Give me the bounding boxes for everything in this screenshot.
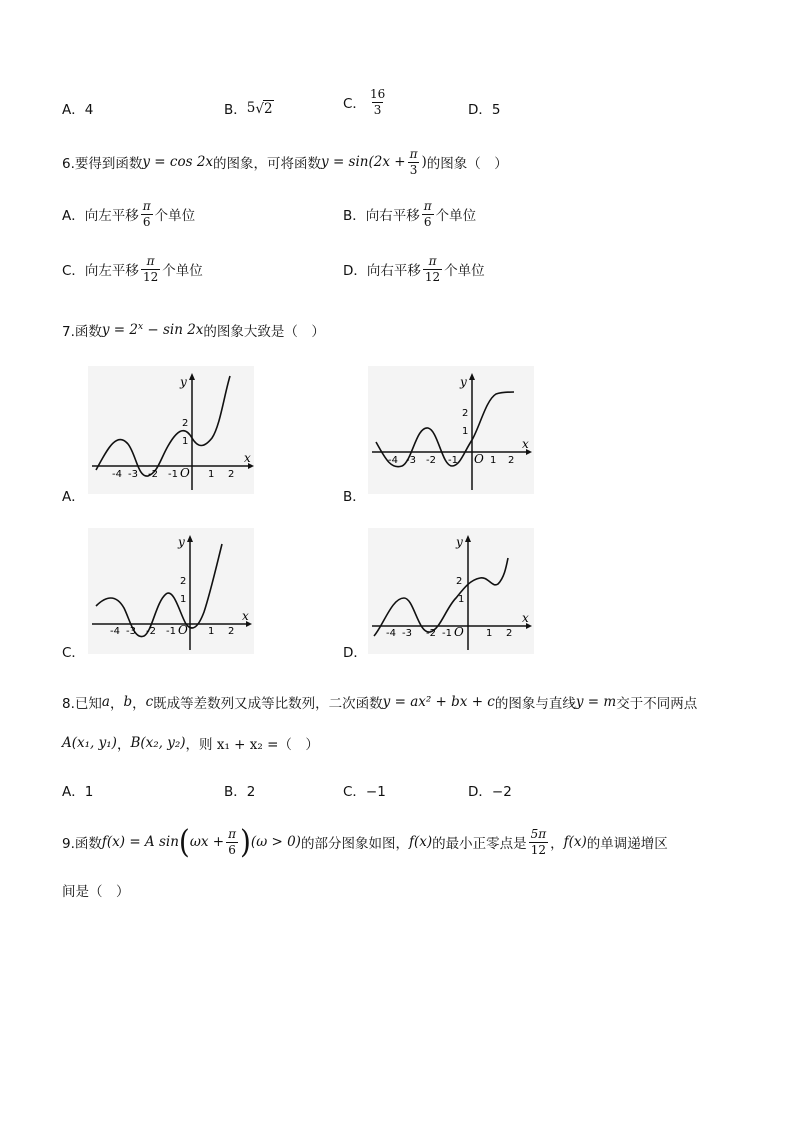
x-tick--4: -4 <box>110 626 120 637</box>
q6-option-c-unit: 个单位 <box>162 263 203 280</box>
q8-stem-part: 的图象与直线 <box>494 696 576 712</box>
q7-function <box>102 322 204 338</box>
q8-stem-line-1 <box>62 692 697 712</box>
x-tick--1: -1 <box>168 469 178 480</box>
q5-option-d-text: D．5 <box>468 102 501 118</box>
q8-stem-line-2 <box>62 733 319 753</box>
x-tick--3: -3 <box>128 469 138 480</box>
q6-option-c-label: C．向左平移 <box>62 263 139 280</box>
origin-label: O <box>454 625 464 639</box>
q9-inner-expr: ωx + <box>189 834 225 851</box>
q9-stem-part: 的单调递增区 <box>586 836 668 853</box>
q5-option-b-coef: 5 <box>246 100 256 116</box>
q7-option-d-label[interactable]: D． <box>343 645 367 661</box>
y-tick-1: 1 <box>182 436 189 447</box>
graph-d-svg <box>368 528 534 654</box>
fraction-numerator: π <box>228 827 236 841</box>
x-axis-label: x <box>244 451 251 465</box>
q9-stem-part: 的部分图象如图， <box>300 836 409 853</box>
fraction-denominator: 12 <box>142 269 159 284</box>
q6-option-d[interactable] <box>343 255 485 283</box>
q8-option-c[interactable] <box>343 780 386 800</box>
x-tick-2: 2 <box>508 455 515 466</box>
q7-stem <box>62 320 325 340</box>
q8-stem-part: 8.已知 <box>62 696 102 712</box>
x-tick--4: -4 <box>386 628 396 639</box>
q8-var-a: a <box>101 694 110 710</box>
x-tick--2: -2 <box>146 626 156 637</box>
x-tick-2: 2 <box>228 626 235 637</box>
q8-quadratic: y = ax² + bx + c <box>382 694 495 710</box>
y-tick-1: 1 <box>180 594 187 605</box>
q6-option-b-label: B．向右平移 <box>343 208 420 225</box>
x-tick--4: -4 <box>112 469 122 480</box>
y-axis-label: y <box>460 375 467 389</box>
q6-option-d-label: D．向右平移 <box>343 263 421 280</box>
fraction-numerator: 5π <box>530 827 547 841</box>
q7-option-b-label[interactable]: B． <box>343 489 366 505</box>
q6-stem-part: 的图象（ ） <box>426 156 508 173</box>
q8-question: 则 x₁ + x₂ =（ ） <box>199 737 319 753</box>
fraction-denominator: 6 <box>142 214 151 229</box>
q7-option-c-label[interactable]: C． <box>62 645 85 661</box>
q6-option-c-fraction <box>141 255 160 283</box>
q7-function-base: y = 2 <box>101 322 139 338</box>
q6-option-d-unit: 个单位 <box>444 263 485 280</box>
fraction-numerator: 16 <box>369 87 386 101</box>
q5-option-c-label: C． <box>343 96 366 113</box>
q8-option-a-text: A．1 <box>62 784 94 800</box>
y-tick-2: 2 <box>180 576 187 587</box>
origin-label: O <box>178 623 188 637</box>
fraction-denominator: 12 <box>424 269 441 284</box>
q7-stem-part: 7.函数 <box>62 324 102 340</box>
q7-graph-b[interactable] <box>368 366 534 494</box>
q8-point-b: B(x₂, y₂) <box>130 735 186 751</box>
q8-option-d-text: D．−2 <box>468 784 512 800</box>
q6-stem <box>62 148 508 176</box>
y-tick-2: 2 <box>456 576 463 587</box>
fraction-denominator: 3 <box>409 162 418 177</box>
y-tick-2: 2 <box>462 408 469 419</box>
origin-label: O <box>474 452 484 466</box>
x-tick--2: -2 <box>148 469 158 480</box>
x-tick-2: 2 <box>506 628 513 639</box>
y-axis-label: y <box>178 535 185 549</box>
fraction-denominator: 6 <box>228 842 236 857</box>
q8-stem-part: 既成等差数列又成等比数列，二次函数 <box>153 696 383 712</box>
fraction-denominator: 3 <box>373 102 382 117</box>
q8-option-b[interactable] <box>224 780 255 800</box>
q6-option-a-label: A．向左平移 <box>62 208 139 225</box>
x-tick--2: -2 <box>426 455 436 466</box>
q8-var-b: b <box>123 694 133 710</box>
q9-function-def: f(x) = A sin <box>101 834 179 851</box>
graph-b-svg <box>368 366 534 494</box>
right-paren: ) <box>239 822 251 861</box>
x-tick-1: 1 <box>490 455 497 466</box>
x-tick-1: 1 <box>486 628 493 639</box>
q7-stem-part: 的图象大致是（ ） <box>203 324 325 340</box>
q5-option-a-text: A．4 <box>62 102 94 118</box>
fraction-denominator: 12 <box>530 842 547 857</box>
q6-option-a-fraction <box>141 200 153 228</box>
q7-option-a-label[interactable]: A． <box>62 489 85 505</box>
y-tick-1: 1 <box>458 594 465 605</box>
q9-stem-part: 9.函数 <box>62 836 102 853</box>
q7-function-exponent: x <box>138 322 144 332</box>
x-tick--4: -4 <box>388 455 398 466</box>
q9-pi-over-6 <box>226 828 238 856</box>
q5-option-b[interactable] <box>224 98 274 118</box>
fraction-numerator: π <box>146 254 155 268</box>
sqrt-symbol: √ 2 <box>255 100 273 117</box>
q6-option-a[interactable] <box>62 200 195 228</box>
graph-background <box>368 366 534 494</box>
q8-separator: ， <box>185 737 200 753</box>
q6-function-1: y = cos 2x <box>142 154 214 171</box>
q5-option-a[interactable] <box>62 98 93 118</box>
y-axis-label: y <box>456 535 463 549</box>
fraction-numerator: π <box>423 199 432 213</box>
q8-separator: ， <box>116 737 131 753</box>
x-tick--1: -1 <box>442 628 452 639</box>
q8-stem-part: 交于不同两点 <box>616 696 698 712</box>
q6-stem-part: 的图象，可将函数 <box>213 156 322 173</box>
x-tick--3: -3 <box>406 455 416 466</box>
q9-stem-part: 间是（ ） <box>62 884 130 900</box>
q6-option-c[interactable] <box>62 255 203 283</box>
q9-stem-line-2 <box>62 880 130 900</box>
q8-option-d[interactable] <box>468 780 512 800</box>
fraction-numerator: π <box>409 147 418 161</box>
x-axis-label: x <box>522 437 529 451</box>
x-axis-label: x <box>242 609 249 623</box>
q6-function-2-close: ) <box>421 154 427 171</box>
q6-option-b-unit: 个单位 <box>435 208 477 225</box>
y-tick-2: 2 <box>182 418 189 429</box>
x-tick-1: 1 <box>208 469 215 480</box>
q8-option-c-text: C．−1 <box>343 784 386 800</box>
x-tick--1: -1 <box>448 455 458 466</box>
q8-option-a[interactable] <box>62 780 93 800</box>
x-axis-label: x <box>522 611 529 625</box>
left-paren: ( <box>178 822 190 861</box>
x-tick-2: 2 <box>228 469 235 480</box>
fraction-numerator: π <box>142 199 151 213</box>
x-tick--3: -3 <box>126 626 136 637</box>
q7-graph-a[interactable] <box>88 366 254 494</box>
q8-line: y = m <box>575 694 617 710</box>
y-tick-1: 1 <box>462 426 469 437</box>
fraction-numerator: π <box>428 254 437 268</box>
q8-var-c: c <box>145 694 154 710</box>
q7-function-rest: − sin 2x <box>143 322 204 338</box>
q8-option-b-text: B．2 <box>224 784 256 800</box>
q8-point-a: A(x₁, y₁) <box>62 735 117 751</box>
origin-label: O <box>180 466 190 480</box>
q5-option-c-fraction <box>368 88 387 116</box>
q9-stem-part: 的最小正零点是 <box>432 836 527 853</box>
q7-graph-c[interactable] <box>88 528 254 654</box>
q6-option-b-fraction <box>422 200 434 228</box>
q8-comma: ， <box>132 696 146 712</box>
x-tick--2: -2 <box>426 628 436 639</box>
q5-option-d[interactable] <box>468 98 500 118</box>
q6-option-d-fraction <box>423 255 442 283</box>
q5-option-b-radicand: 2 <box>263 100 273 117</box>
x-tick--3: -3 <box>402 628 412 639</box>
q6-option-b[interactable] <box>343 200 476 228</box>
q5-option-c[interactable] <box>343 88 389 116</box>
q7-graph-d[interactable] <box>368 528 534 654</box>
q6-pi-over-3 <box>408 148 420 176</box>
q6-option-a-unit: 个单位 <box>154 208 196 225</box>
q6-stem-part: 6.要得到函数 <box>62 156 143 173</box>
fraction-denominator: 6 <box>423 214 432 229</box>
graph-c-svg <box>88 528 254 654</box>
q9-zero-fraction <box>529 828 549 856</box>
q6-function-2: y = sin(2x + <box>321 154 406 171</box>
q9-stem-part: ， <box>550 836 564 853</box>
q5-option-b-label: B． <box>224 102 247 118</box>
q9-fx: f(x) <box>408 834 433 851</box>
y-axis-label: y <box>180 375 187 389</box>
graph-a-svg <box>88 366 254 494</box>
q9-stem-line-1 <box>62 822 668 861</box>
q9-condition: (ω > 0) <box>250 834 301 851</box>
q9-fx: f(x) <box>563 834 587 851</box>
x-tick-1: 1 <box>208 626 215 637</box>
x-tick--1: -1 <box>166 626 176 637</box>
q8-comma: ， <box>109 696 124 712</box>
